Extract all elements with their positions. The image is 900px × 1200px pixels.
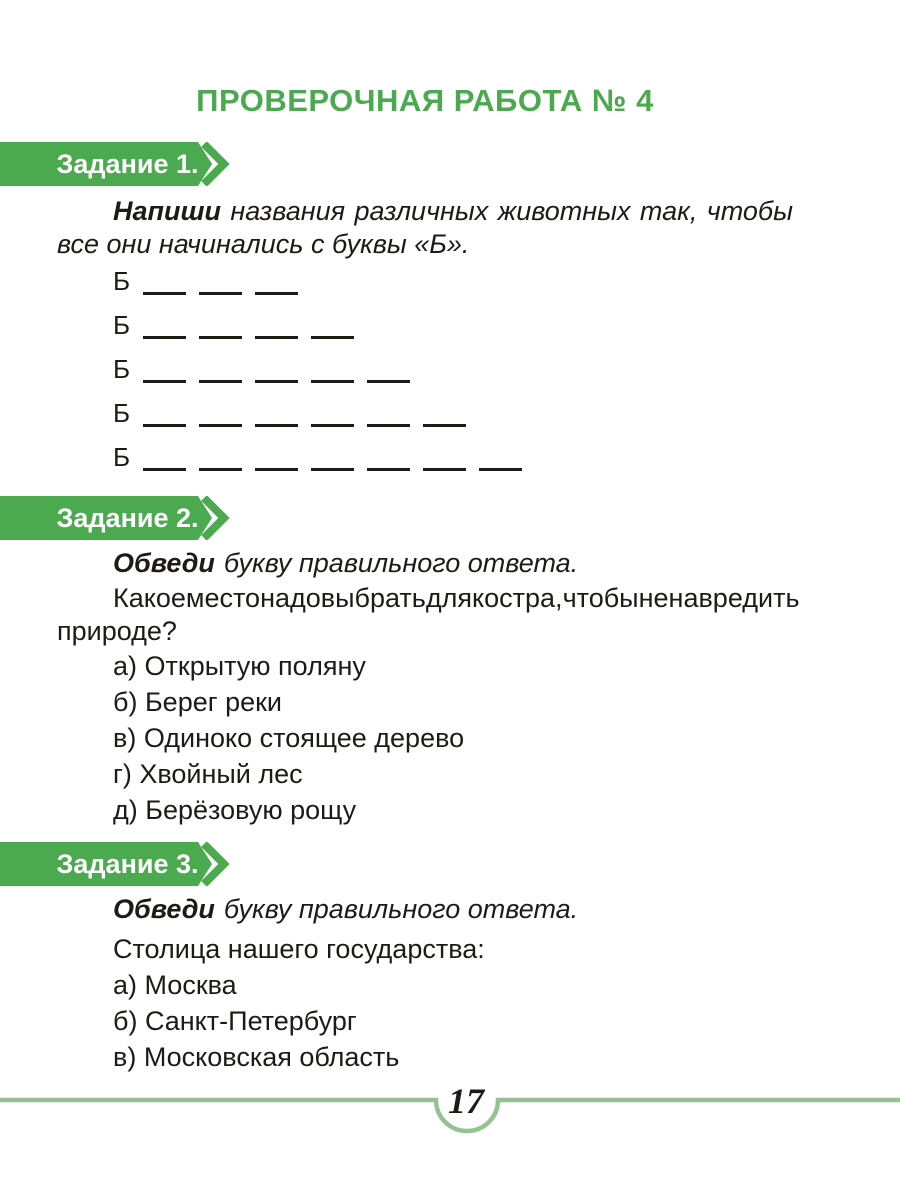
page-footer xyxy=(0,1072,900,1136)
page-title: ПРОВЕРОЧНАЯ РАБОТА № 4 xyxy=(196,83,654,118)
answer-blank-line xyxy=(199,265,242,295)
task3-instruction xyxy=(57,893,793,925)
word: Какое xyxy=(113,583,186,613)
word: различных xyxy=(354,196,489,226)
task1-instruction-line2: все они начинались с буквы «Б». xyxy=(57,229,470,259)
answer-blank-row xyxy=(57,444,793,488)
word: надо xyxy=(260,583,321,613)
answer-blank-line xyxy=(143,397,186,427)
answer-option: а) Москва xyxy=(113,970,237,1000)
task3-banner xyxy=(0,842,240,886)
answer-blank-line xyxy=(199,309,242,339)
word: место xyxy=(185,583,261,613)
blank-start-letter: Б xyxy=(113,354,131,384)
answer-blank-line xyxy=(143,441,186,471)
answer-option: а) Открытую поляну xyxy=(113,651,366,681)
word: так, xyxy=(639,196,698,226)
answer-blank-line xyxy=(367,441,410,471)
answer-option: в) Московская область xyxy=(113,1042,400,1072)
answer-blank-inner xyxy=(57,400,793,427)
word: чтобы xyxy=(562,583,639,613)
task2-banner-label: Задание 2. xyxy=(56,503,199,533)
task1-answer-blanks xyxy=(57,268,793,488)
task3-question: Столица нашего государства: xyxy=(113,934,485,964)
task2-banner xyxy=(0,496,240,540)
answer-blank-line xyxy=(199,353,242,383)
word: костра, xyxy=(472,583,563,613)
answer-blank-line xyxy=(367,353,410,383)
answer-option: в) Одиноко стоящее дерево xyxy=(113,723,465,753)
answer-blank-line xyxy=(255,353,298,383)
answer-option: д) Берёзовую рощу xyxy=(113,795,357,825)
task3-options xyxy=(57,967,793,1075)
word: для xyxy=(425,583,473,613)
task1-banner xyxy=(0,142,240,186)
answer-blank-line xyxy=(255,397,298,427)
task1-instruction xyxy=(57,195,793,261)
answer-blank-line xyxy=(143,309,186,339)
word: названия xyxy=(230,196,346,226)
task2-instruction xyxy=(57,547,793,579)
answer-blank-line xyxy=(255,309,298,339)
answer-blank-line xyxy=(199,441,242,471)
answer-blank-line xyxy=(311,441,354,471)
answer-blank-inner xyxy=(57,312,793,339)
task2-instruction-rest: букву правильного ответа. xyxy=(223,548,579,578)
task3-lead-word: Обведи xyxy=(113,894,215,924)
footer-divider-line xyxy=(0,1072,900,1136)
answer-option: б) Санкт-Петербург xyxy=(113,1006,357,1036)
answer-blank-line xyxy=(367,397,410,427)
task2-lead-word: Обведи xyxy=(113,548,215,578)
answer-blank-line xyxy=(423,397,466,427)
answer-blank-row xyxy=(57,268,793,312)
answer-blank-line xyxy=(311,353,354,383)
task2-options xyxy=(57,648,793,828)
blank-start-letter: Б xyxy=(113,266,131,296)
answer-option: г) Хвойный лес xyxy=(113,759,303,789)
task2-question-line1 xyxy=(57,582,800,615)
answer-blank-inner xyxy=(57,444,793,471)
task3-banner-label: Задание 3. xyxy=(56,849,199,879)
answer-option: б) Берег реки xyxy=(113,687,283,717)
answer-blank-row xyxy=(57,312,793,356)
blank-start-letter: Б xyxy=(113,442,131,472)
task3-instruction-rest: букву правильного ответа. xyxy=(223,894,579,924)
task1-banner-label: Задание 1. xyxy=(56,149,199,179)
page-number: 17 xyxy=(448,1081,484,1121)
answer-blank-line xyxy=(311,309,354,339)
answer-blank-line xyxy=(199,397,242,427)
answer-blank-line xyxy=(255,441,298,471)
answer-blank-line xyxy=(143,353,186,383)
word: не xyxy=(638,583,669,613)
word: чтобы xyxy=(706,196,793,226)
answer-blank-row xyxy=(57,400,793,444)
answer-blank-row xyxy=(57,356,793,400)
answer-blank-line xyxy=(143,265,186,295)
answer-blank-line xyxy=(255,265,298,295)
answer-blank-inner xyxy=(57,356,793,383)
word: животных xyxy=(497,196,631,226)
task1-lead-word: Напиши xyxy=(113,196,221,226)
blank-start-letter: Б xyxy=(113,310,131,340)
task3-question-block xyxy=(57,931,793,1075)
blank-start-letter: Б xyxy=(113,398,131,428)
answer-blank-line xyxy=(479,441,522,471)
task2-question xyxy=(57,582,800,648)
answer-blank-line xyxy=(423,441,466,471)
task2-question-line2: природе? xyxy=(57,616,177,646)
word: навредить xyxy=(668,583,800,613)
task1-instruction-line1 xyxy=(57,195,793,228)
word: выбрать xyxy=(320,583,426,613)
answer-blank-line xyxy=(311,397,354,427)
answer-blank-inner xyxy=(57,268,793,295)
